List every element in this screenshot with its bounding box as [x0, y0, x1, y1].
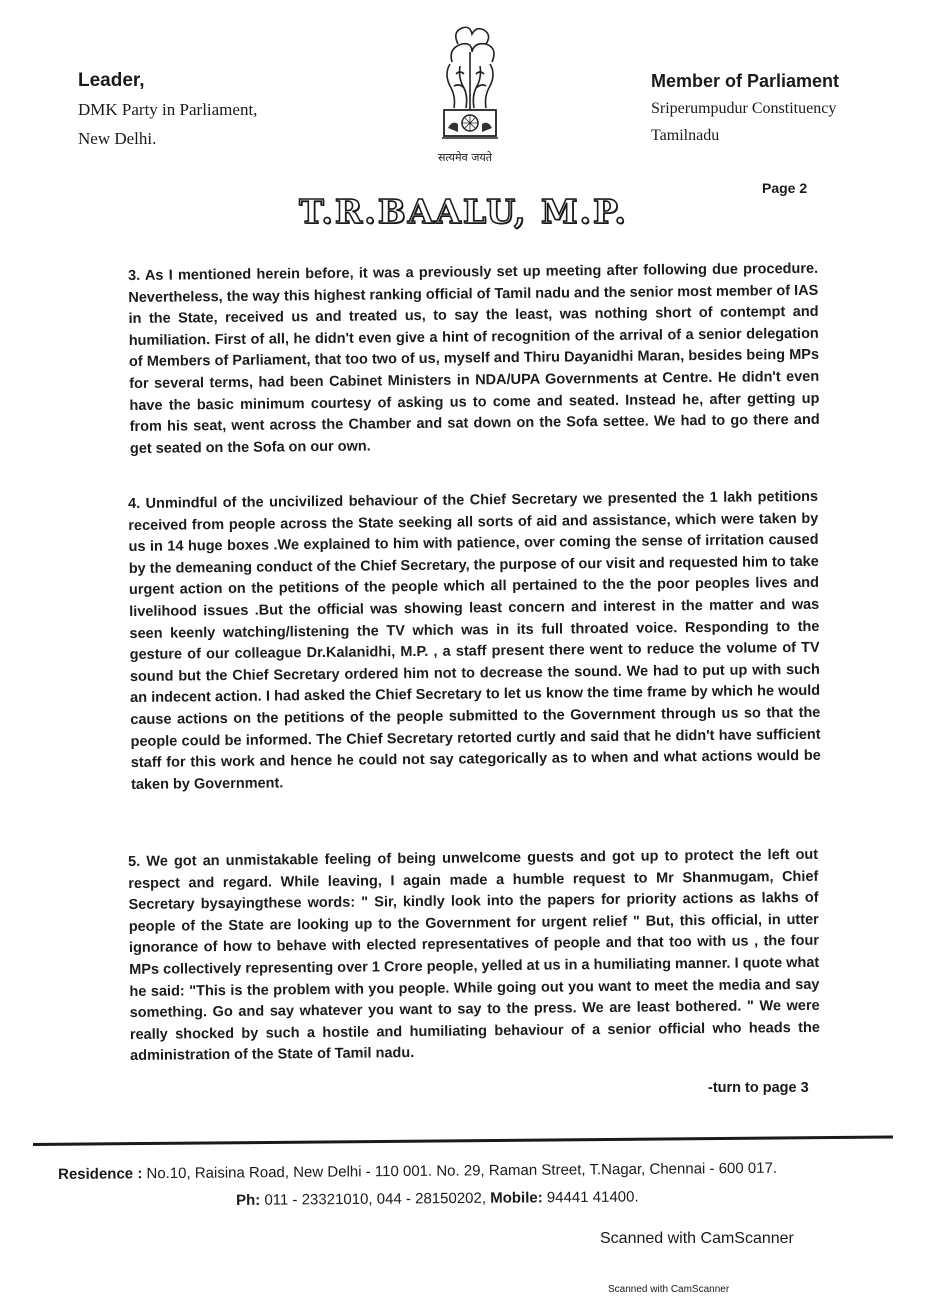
turn-page-note: -turn to page 3 — [708, 1080, 809, 1096]
phone-label: Ph: — [236, 1191, 261, 1209]
paragraph-5: 5. We got an unmistakable feeling of being unwelcome guests and got up to protect the left out respect and regard. While leaving, I again made a humble request to Mr Shanmugam, Chief Secretary bysayingthese words: " Sir, kindly look into the papers for priority actions as lakhs of people of the State are looking up to the Government for urgent relief " But, this official, in utter ignorance of how to behave with elected representatives of people and that too with us , the four MPs collectively representing over 1 Crore people, yelled at us in a humiliating manner. I quote what he said: "This is the problem with you people. While going out you want to meet the media and say something. Go and say whatever you want to say to the press. We are least bothered. " We were really shocked by such a hostile and humiliating behaviour of a senior official who heads the administration of the State of Tamil nadu. — [128, 846, 820, 1065]
city-line: New Delhi. — [78, 129, 157, 148]
leader-title: Leader, — [78, 70, 145, 91]
letterhead-right — [651, 68, 839, 149]
paragraph-4: 4. Unmindful of the uncivilized behaviour of the Chief Secretary we presented the 1 lakh petitions received from people across the State seeking all sorts of aid and assistance, which were taken by us in 14 huge boxes .We explained to him with patience, over coming the sense of irritation caused by the demeaning conduct of the Chief Secretary, the purpose of our visit and requested him to take urgent action on the petitions of the people which all pertained to the the poor peoples lives and livelihood issues .But the official was showing least concern and interest in the matter and was seen keenly watching/listening the TV which was in its full throated voice. Responding to the gesture of our colleague Dr.Kalanidhi, M.P. , a staff present there went to reduce the volume of TV sound but the Chief Secretary ordered him not to decrease the sound. We had to put up with such an indecent action. I had asked the Chief Secretary to let us know the time frame by which he would cause actions on the petitions of the people submitted to the Government through us so that the people could be informed. The Chief Secretary retorted curtly and said that he didn't have sufficient staff for this work and hence he could not say categorically as to when and what actions would be taken by Government. — [128, 488, 821, 793]
member-title: Member of Parliament — [651, 71, 840, 91]
phone-text: 011 - 23321010, 044 - 28150202, — [264, 1189, 487, 1209]
page-number: Page 2 — [762, 180, 808, 196]
mobile-text: 94441 41400. — [546, 1188, 639, 1207]
footer-divider — [33, 1135, 893, 1146]
emblem-motto: सत्यमेव जयते — [438, 151, 493, 164]
party-line: DMK Party in Parliament, — [78, 100, 258, 119]
state-line: Tamilnadu — [651, 127, 720, 144]
letterhead-left — [78, 66, 257, 153]
residence-text: No.10, Raisina Road, New Delhi - 110 001. No. 29, Raman Street, T.Nagar, Chennai - 600 017. — [146, 1159, 778, 1183]
constituency-line: Sriperumpudur Constituency — [651, 100, 837, 117]
residence-label: Residence : — [58, 1165, 143, 1183]
paragraph-3: 3. As I mentioned herein before, it was a previously set up meeting after following due procedure. Nevertheless, the way this highest ranking official of Tamil nadu and the senior most member of IAS in the State, received us and treated us, to say the least, was nothing short of contempt and humiliation. First of all, he didn't even give a hint of recognition of the arrival of a senior delegation of Members of Parliament, that too two of us, myself and Thiru Dayanidhi Maran, besides being MPs for several terms, had been Cabinet Ministers in NDA/UPA Governments at Centre. He didn't even have the basic minimum courtesy of asking us to come and seated. Instead he, after getting up from his seat, went across the Chamber and sat down on the Sofa settee. We had to go there and get seated on the Sofa on our own. — [128, 260, 820, 457]
scanner-watermark: Scanned with CamScanner — [600, 1230, 794, 1247]
footer-phone — [236, 1188, 639, 1209]
footer-address — [58, 1160, 777, 1183]
mobile-label: Mobile: — [490, 1189, 543, 1207]
sender-name-title: T.R.BAALU, M.P. — [299, 192, 628, 231]
scanner-watermark-small: Scanned with CamScanner — [608, 1284, 730, 1295]
